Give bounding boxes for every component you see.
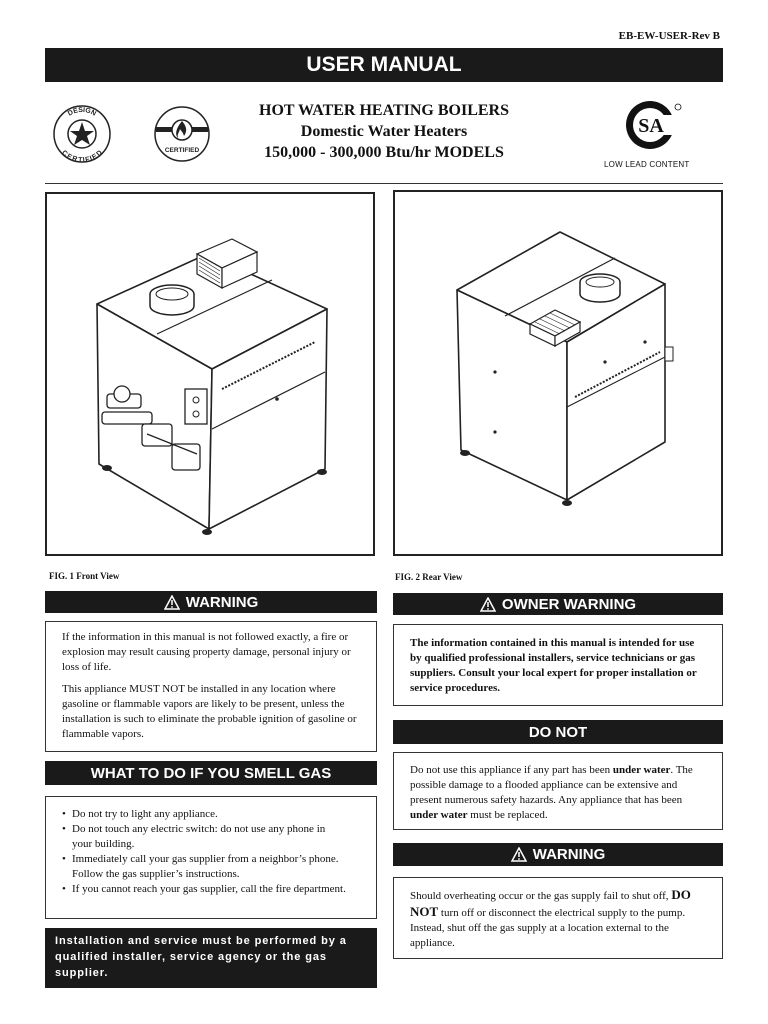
do-not-heading: DO NOT [393,720,723,744]
figure-2-caption: FIG. 2 Rear View [395,572,463,582]
do-not-text-3: must be replaced. [467,809,548,821]
warning-heading-1-label: WARNING [185,593,259,611]
warning-1-paragraph-1: If the information in this manual is not followed exactly, a fire or explosion may result causing property damage, personal injury or loss of life. [62,631,351,673]
boiler-front-illustration [47,194,373,554]
seal-bottom-text: CERTIFIED [60,149,104,165]
list-item: • Do not touch any electric switch: do not use any phone in your building. [60,822,362,852]
smell-gas-heading: WHAT TO DO IF YOU SMELL GAS [45,761,377,785]
header-line-3: 150,000 - 300,000 Btu/hr MODELS [264,144,504,161]
header-divider [45,183,723,184]
csa-monogram: SA [638,115,664,137]
warning-triangle-icon [480,597,496,612]
do-not-emphasis-1: under water [612,764,671,776]
smell-gas-list [60,807,383,897]
warning-2-text-1: Should overheating occur or the gas supply fail to shut off, [410,890,672,902]
list-item: • If you cannot reach your gas supplier, call the fire department. [60,882,362,897]
warning-heading-2 [393,843,723,866]
certified-label: CERTIFIED [164,147,200,154]
document-header [45,92,723,182]
figure-front-view [45,192,375,556]
list-item: • Immediately call your gas supplier from a neighbor’s phone. Follow the gas supplier’s instructions. [60,852,362,882]
csa-caption: LOW LEAD CONTENT [604,160,690,169]
installation-notice: Installation and service must be performed by a qualified installer, service agency or the gas supplier. [45,928,377,988]
warning-2-text-2: turn off or disconnect the electrical supply to the pump. Instead, shut off the gas supply at a location external to the appliance. [410,907,686,949]
warning-box-2 [393,877,723,959]
seal-top-text: DESIGN [66,106,98,118]
figure-1-caption: FIG. 1 Front View [49,571,120,581]
do-not-emphasis-2: under water [410,809,468,821]
page-title: USER MANUAL [45,48,723,82]
warning-triangle-icon [511,847,527,862]
owner-warning-box [393,624,723,706]
warning-2-emphasis: DO NOT [410,887,691,919]
figure-rear-view [393,190,723,556]
warning-triangle-icon [164,595,180,610]
do-not-box [393,752,723,830]
list-item: • Do not try to light any appliance. [60,807,362,822]
do-not-text-1: Do not use this appliance if any part has been [410,764,613,776]
do-not-text-2: . The possible damage to a flooded appliance can be extensive and present numerous safety hazards. Any appliance that has been [410,764,693,806]
owner-warning-heading-label: OWNER WARNING [501,595,637,613]
boiler-rear-illustration [395,192,721,554]
header-line-1: HOT WATER HEATING BOILERS [259,102,509,119]
warning-heading-2-label: WARNING [532,846,606,863]
smell-gas-box [45,796,383,919]
warning-1-paragraph-2: This appliance MUST NOT be installed in any location where gasoline or flammable vapors are likely to be present, unless the installation is such to eliminate the probable ignition of gasoline or flammable vapors. [62,683,357,740]
warning-box-1 [45,621,377,752]
owner-warning-heading [393,593,723,615]
owner-warning-text: The information contained in this manual is intended for use by qualified professional installers, service technicians or gas suppliers. Consult your local expert for proper installation or service procedures. [410,637,697,694]
document-id: EB-EW-USER-Rev B [618,30,720,42]
header-line-2: Domestic Water Heaters [300,123,468,140]
warning-heading-1 [45,591,377,613]
